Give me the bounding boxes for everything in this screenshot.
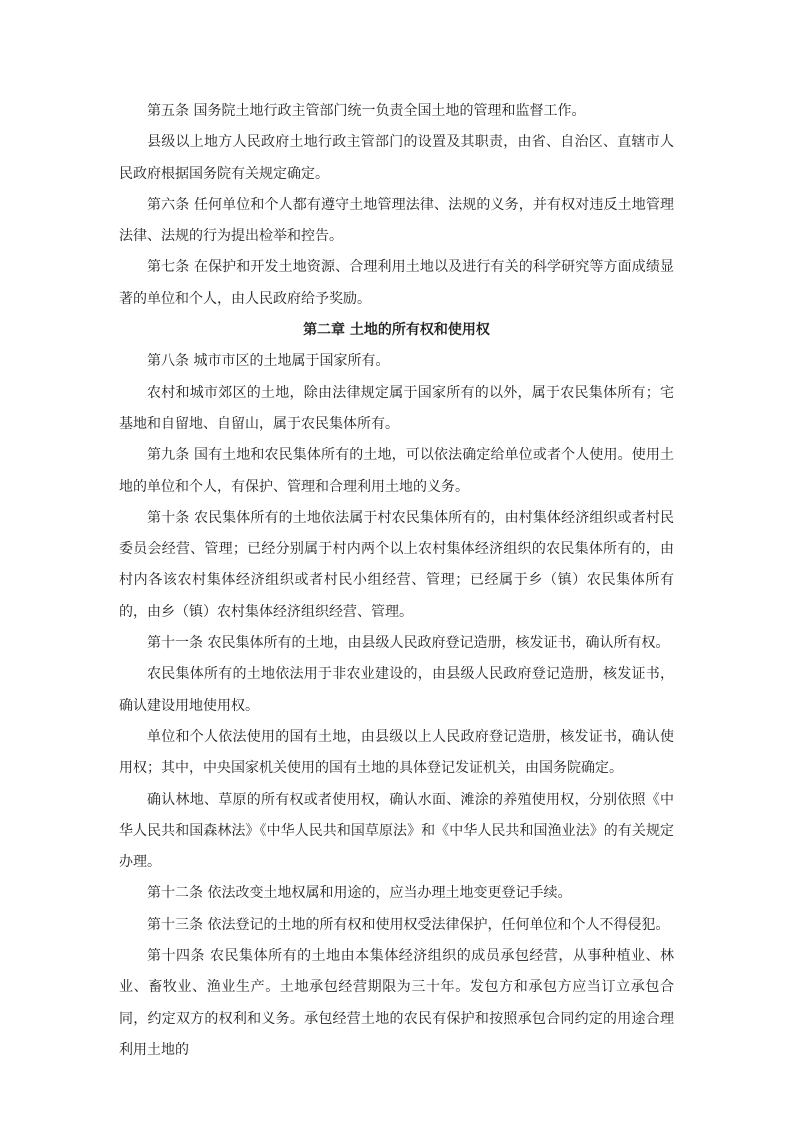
article-12-paragraph: 第十二条 依法改变土地权属和用途的，应当办理土地变更登记手续。 <box>147 885 572 902</box>
article-5-clause-paragraph: 县级以上地方人民政府土地行政主管部门的设置及其职责，由省、自治区、直辖市人民政府根据国务院有关规定确定。 <box>119 134 674 182</box>
article-13-paragraph: 第十三条 依法登记的土地的所有权和使用权受法律保护，任何单位和个人不得侵犯。 <box>147 916 670 933</box>
article-11-clause-4-paragraph: 确认林地、草原的所有权或者使用权，确认水面、滩涂的养殖使用权，分别依照《中华人民共和国森林法》《中华人民共和国草原法》和《中华人民共和国渔业法》的有关规定办理。 <box>119 791 674 871</box>
article-8-paragraph: 第八条 城市市区的土地属于国家所有。 <box>147 353 390 370</box>
article-11-clause-3-paragraph: 单位和个人依法使用的国有土地，由县级以上人民政府登记造册，核发证书，确认使用权；其中，中央国家机关使用的国有土地的具体登记发证机关，由国务院确定。 <box>119 728 674 777</box>
article-10-paragraph: 第十条 农民集体所有的土地依法属于村农民集体所有的，由村集体经济组织或者村民委员会经营、管理；已经分别属于村内两个以上农村集体经济组织的农民集体所有的，由村内各该农村集体经济组织或者村民小组经营、管理；已经属于乡（镇）农民集体所有的，由乡（镇）农村集体经济组织经营、管理。 <box>119 509 674 620</box>
article-9-paragraph: 第九条 国有土地和农民集体所有的土地，可以依法确定给单位或者个人使用。使用土地的单位和个人，有保护、管理和合理利用土地的义务。 <box>119 447 674 495</box>
article-6-paragraph: 第六条 任何单位和个人都有遵守土地管理法律、法规的义务，并有权对违反土地管理法律、法规的行为提出检举和控告。 <box>119 196 674 245</box>
chapter-2-heading: 第二章 土地的所有权和使用权 <box>303 322 490 339</box>
article-11-clause-2-paragraph: 农民集体所有的土地依法用于非农业建设的，由县级人民政府登记造册，核发证书，确认建设用地使用权。 <box>119 666 674 714</box>
article-7-paragraph: 第七条 在保护和开发土地资源、合理利用土地以及进行有关的科学研究等方面成绩显著的单位和个人，由人民政府给予奖励。 <box>119 259 674 307</box>
article-8-clause-paragraph: 农村和城市郊区的土地，除由法律规定属于国家所有的以外，属于农民集体所有；宅基地和自留地、自留山，属于农民集体所有。 <box>119 384 674 432</box>
article-11-paragraph: 第十一条 农民集体所有的土地，由县级人民政府登记造册，核发证书，确认所有权。 <box>147 635 670 652</box>
article-14-paragraph: 第十四条 农民集体所有的土地由本集体经济组织的成员承包经营，从事种植业、林业、畜牧业、渔业生产。土地承包经营期限为三十年。发包方和承包方应当订立承包合同，约定双方的权利和义务。承包经营土地的农民有保护和按照承包合同约定的用途合理利用土地的 <box>119 948 674 1058</box>
article-5-paragraph: 第五条 国务院土地行政主管部门统一负责全国土地的管理和监督工作。 <box>147 103 586 119</box>
document-body <box>119 96 674 1066</box>
